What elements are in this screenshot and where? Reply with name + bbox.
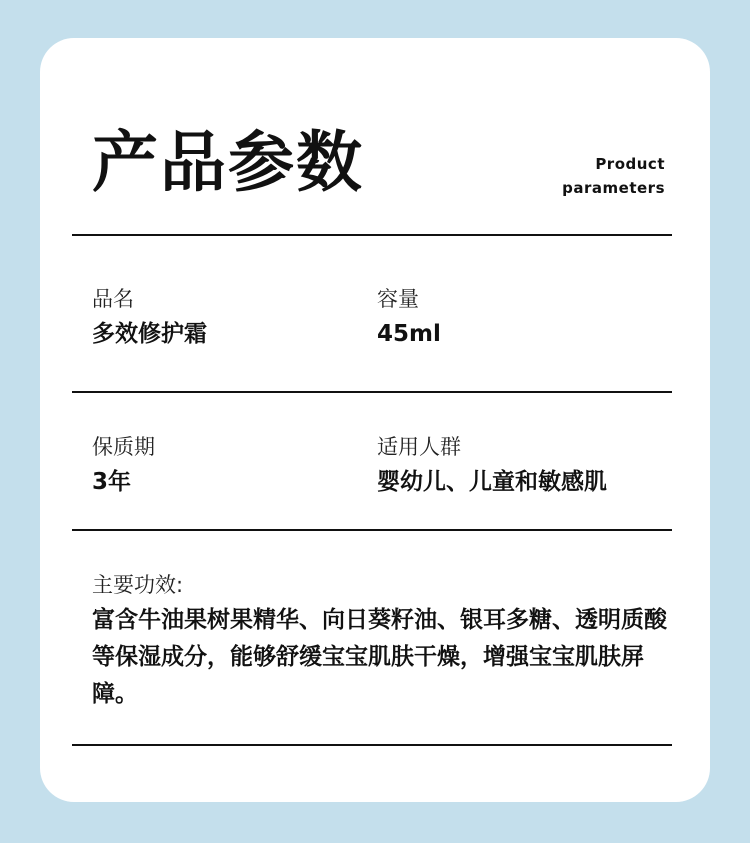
subtitle-line-1: Product — [595, 155, 665, 173]
param-label: 保质期 — [92, 435, 155, 459]
param-value: 3年 — [92, 469, 132, 495]
param-label: 品名 — [92, 287, 134, 311]
param-value: 多效修护霜 — [92, 321, 207, 347]
param-label: 适用人群 — [377, 435, 461, 459]
efficacy-section — [92, 572, 682, 713]
divider — [72, 234, 672, 236]
page-subtitle — [562, 152, 665, 200]
param-value: 婴幼儿、儿童和敏感肌 — [377, 469, 607, 495]
product-parameters-card — [40, 38, 710, 802]
divider — [72, 529, 672, 531]
efficacy-label: 主要功效: — [92, 573, 184, 597]
param-target-users — [377, 434, 607, 496]
subtitle-line-2: parameters — [562, 179, 665, 197]
param-value: 45ml — [377, 321, 441, 347]
param-shelf-life — [92, 434, 155, 496]
param-label: 容量 — [377, 287, 419, 311]
page-title: 产品参数 — [92, 124, 364, 201]
param-product-name — [92, 286, 207, 348]
divider — [72, 391, 672, 393]
divider — [72, 744, 672, 746]
efficacy-text: 富含牛油果树果精华、向日葵籽油、银耳多糖、透明质酸等保湿成分，能够舒缓宝宝肌肤干燥，增强宝宝肌肤屏障。 — [92, 607, 667, 707]
param-capacity — [377, 286, 441, 348]
